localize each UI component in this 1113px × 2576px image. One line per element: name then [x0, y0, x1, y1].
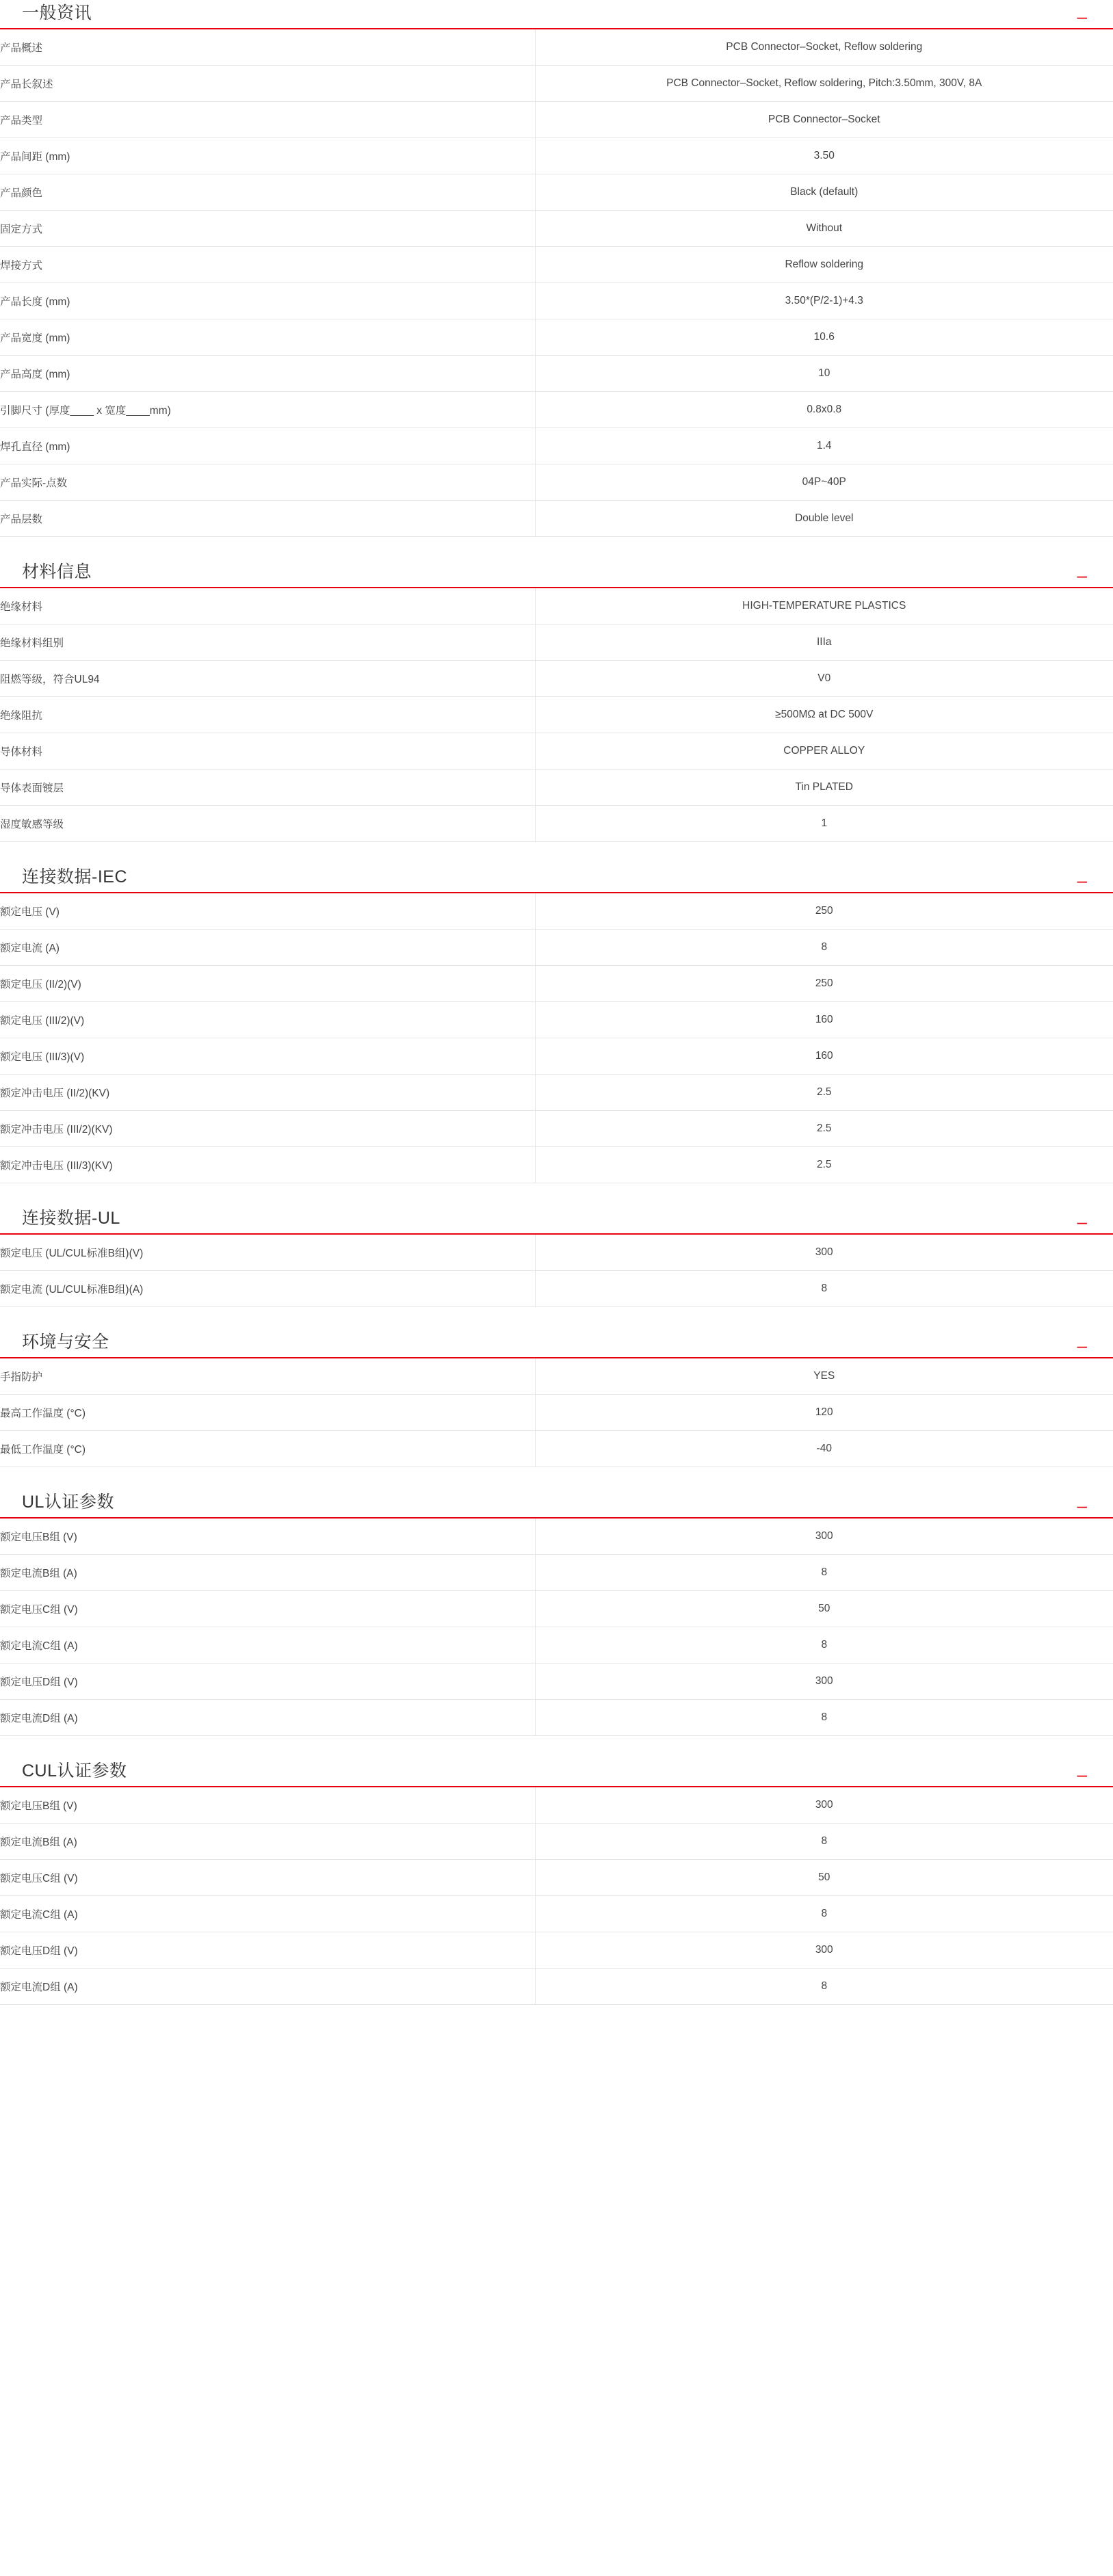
spec-value: 3.50 [813, 150, 835, 161]
table-row [0, 1519, 1113, 1555]
spec-label: 额定电流D组 (A) [0, 1969, 535, 2005]
collapse-minus-icon[interactable]: – [1077, 1495, 1087, 1516]
table-row [0, 1395, 1113, 1431]
spec-value: 250 [815, 977, 833, 989]
spec-label: 额定电压B组 (V) [0, 1519, 535, 1555]
spec-value: 300 [815, 1944, 833, 1956]
table-row [0, 1896, 1113, 1932]
spec-value: Double level [795, 512, 854, 524]
table-row [0, 319, 1113, 356]
spec-value: 300 [815, 1675, 833, 1687]
spec-value: PCB Connector–Socket, Reflow soldering [726, 41, 923, 53]
table-row [0, 1147, 1113, 1183]
section-header[interactable] [0, 0, 1113, 29]
table-row [0, 1111, 1113, 1147]
spec-label: 产品间距 (mm) [0, 138, 535, 174]
table-row [0, 893, 1113, 930]
spec-label: 额定电压 (II/2)(V) [0, 966, 535, 1002]
spec-label: 最高工作温度 (°C) [0, 1395, 535, 1431]
table-row [0, 966, 1113, 1002]
table-row [0, 770, 1113, 806]
table-row [0, 1431, 1113, 1467]
spec-label: 额定电压 (III/2)(V) [0, 1002, 535, 1038]
spec-label: 额定电流 (A) [0, 930, 535, 966]
section-title: 一般资讯 [22, 3, 92, 23]
spec-value: 120 [815, 1406, 833, 1418]
spec-value: 04P~40P [802, 476, 846, 488]
section-header[interactable] [0, 1332, 1113, 1358]
spec-label: 产品层数 [0, 501, 535, 537]
spec-label: 额定电压D组 (V) [0, 1932, 535, 1969]
spec-label: 导体材料 [0, 733, 535, 770]
collapse-minus-icon[interactable]: – [1077, 870, 1087, 891]
table-row [0, 1787, 1113, 1824]
spec-section [0, 562, 1113, 842]
table-row [0, 930, 1113, 966]
table-row [0, 247, 1113, 283]
spec-value: COPPER ALLOY [783, 745, 865, 757]
table-row [0, 1969, 1113, 2005]
table-row [0, 1591, 1113, 1627]
spec-label: 产品类型 [0, 102, 535, 138]
spec-label: 固定方式 [0, 211, 535, 247]
collapse-minus-icon[interactable]: – [1077, 1764, 1087, 1785]
spec-table [0, 1787, 1113, 2005]
table-row [0, 1271, 1113, 1307]
spec-label: 产品高度 (mm) [0, 356, 535, 392]
spec-label: 额定冲击电压 (III/2)(KV) [0, 1111, 535, 1147]
table-row [0, 625, 1113, 661]
spec-value: 8 [821, 1639, 828, 1651]
section-header[interactable] [0, 867, 1113, 893]
spec-section [0, 867, 1113, 1183]
table-row [0, 428, 1113, 464]
section-header[interactable] [0, 562, 1113, 588]
table-row [0, 356, 1113, 392]
spec-value: 50 [818, 1603, 830, 1614]
table-row [0, 661, 1113, 697]
spec-value: 10.6 [813, 331, 835, 343]
spec-value: V0 [817, 672, 831, 684]
spec-value: 2.5 [816, 1159, 832, 1170]
spec-value: 8 [821, 1566, 828, 1578]
spec-value: 300 [815, 1799, 833, 1811]
spec-label: 额定电压 (V) [0, 893, 535, 930]
table-row [0, 1358, 1113, 1395]
spec-label: 产品宽度 (mm) [0, 319, 535, 356]
spec-label: 引脚尺寸 (厚度____ x 宽度____mm) [0, 392, 535, 428]
table-row [0, 1038, 1113, 1075]
spec-value: 1.4 [816, 440, 832, 451]
spec-value: 160 [815, 1050, 833, 1062]
spec-value: 300 [815, 1530, 833, 1542]
spec-value: 8 [821, 1283, 828, 1294]
table-row [0, 1002, 1113, 1038]
spec-label: 额定电流D组 (A) [0, 1700, 535, 1736]
spec-value: 8 [821, 941, 828, 953]
spec-section [0, 1332, 1113, 1467]
spec-label: 导体表面镀层 [0, 770, 535, 806]
spec-value: IIIa [816, 636, 832, 648]
spec-value: 250 [815, 905, 833, 917]
spec-value: 300 [815, 1246, 833, 1258]
spec-value: 8 [821, 1835, 828, 1847]
spec-label: 额定冲击电压 (III/3)(KV) [0, 1147, 535, 1183]
section-header[interactable] [0, 1208, 1113, 1235]
table-row [0, 1627, 1113, 1664]
spec-section [0, 1761, 1113, 2005]
table-row [0, 174, 1113, 211]
spec-value: Tin PLATED [795, 781, 853, 793]
spec-label: 湿度敏感等级 [0, 806, 535, 842]
spec-label: 产品长叙述 [0, 66, 535, 102]
table-row [0, 1235, 1113, 1271]
table-row [0, 392, 1113, 428]
spec-section [0, 0, 1113, 537]
table-row [0, 283, 1113, 319]
collapse-minus-icon[interactable]: – [1077, 565, 1087, 586]
spec-value: 8 [821, 1908, 828, 1919]
table-row [0, 138, 1113, 174]
table-row [0, 464, 1113, 501]
table-row [0, 1555, 1113, 1591]
spec-value: 50 [818, 1871, 830, 1883]
spec-label: 额定电压 (UL/CUL标准B组)(V) [0, 1235, 535, 1271]
section-title: UL认证参数 [22, 1493, 114, 1512]
spec-label: 产品概述 [0, 29, 535, 66]
section-header[interactable] [0, 1761, 1113, 1787]
section-title: 材料信息 [22, 562, 92, 581]
spec-label: 绝缘材料 [0, 588, 535, 625]
table-row [0, 1664, 1113, 1700]
table-row [0, 501, 1113, 537]
spec-table [0, 893, 1113, 1183]
section-title: 连接数据-UL [22, 1209, 120, 1228]
spec-section [0, 1208, 1113, 1307]
table-row [0, 211, 1113, 247]
spec-value: Without [806, 222, 843, 234]
spec-value: -40 [816, 1443, 832, 1454]
spec-label: 手指防护 [0, 1358, 535, 1395]
table-row [0, 1932, 1113, 1969]
table-row [0, 1860, 1113, 1896]
spec-value: 1 [821, 817, 828, 829]
spec-label: 额定电压 (III/3)(V) [0, 1038, 535, 1075]
spec-table [0, 29, 1113, 537]
spec-value: 160 [815, 1014, 833, 1025]
collapse-minus-icon[interactable]: – [1077, 1211, 1087, 1232]
spec-value: 2.5 [816, 1086, 832, 1098]
spec-label: 产品实际-点数 [0, 464, 535, 501]
table-row [0, 1700, 1113, 1736]
spec-label: 绝缘阻抗 [0, 697, 535, 733]
table-row [0, 1824, 1113, 1860]
spec-label: 额定冲击电压 (II/2)(KV) [0, 1075, 535, 1111]
spec-label: 额定电压C组 (V) [0, 1860, 535, 1896]
table-row [0, 1075, 1113, 1111]
spec-label: 额定电流C组 (A) [0, 1896, 535, 1932]
spec-table [0, 1358, 1113, 1467]
spec-label: 绝缘材料组别 [0, 625, 535, 661]
spec-value: 8 [821, 1980, 828, 1992]
spec-table [0, 1235, 1113, 1307]
section-title: 环境与安全 [22, 1332, 109, 1352]
section-header[interactable] [0, 1492, 1113, 1519]
spec-label: 产品长度 (mm) [0, 283, 535, 319]
table-row [0, 102, 1113, 138]
table-row [0, 29, 1113, 66]
spec-value: 0.8x0.8 [807, 404, 842, 415]
spec-label: 额定电流 (UL/CUL标准B组)(A) [0, 1271, 535, 1307]
spec-label: 阻燃等级，符合UL94 [0, 661, 535, 697]
spec-label: 产品颜色 [0, 174, 535, 211]
table-row [0, 66, 1113, 102]
spec-label: 额定电压B组 (V) [0, 1787, 535, 1824]
spec-value: 3.50*(P/2-1)+4.3 [785, 295, 863, 306]
spec-label: 额定电流B组 (A) [0, 1555, 535, 1591]
spec-label: 额定电流C组 (A) [0, 1627, 535, 1664]
table-row [0, 588, 1113, 625]
spec-label: 额定电压C组 (V) [0, 1591, 535, 1627]
collapse-minus-icon[interactable]: – [1077, 1335, 1087, 1356]
section-title: CUL认证参数 [22, 1761, 127, 1780]
spec-label: 焊孔直径 (mm) [0, 428, 535, 464]
spec-section [0, 1492, 1113, 1736]
spec-value: 10 [818, 367, 830, 379]
spec-value: PCB Connector–Socket [768, 114, 880, 125]
section-title: 连接数据-IEC [22, 867, 128, 886]
spec-value: Black (default) [790, 186, 859, 198]
spec-label: 额定电流B组 (A) [0, 1824, 535, 1860]
spec-table [0, 588, 1113, 842]
table-row [0, 733, 1113, 770]
spec-value: Reflow soldering [785, 259, 864, 270]
collapse-minus-icon[interactable]: – [1077, 6, 1087, 27]
spec-value: HIGH-TEMPERATURE PLASTICS [742, 600, 906, 612]
table-row [0, 697, 1113, 733]
spec-value: 2.5 [816, 1122, 832, 1134]
spec-label: 焊接方式 [0, 247, 535, 283]
spec-value: ≥500MΩ at DC 500V [775, 709, 874, 720]
spec-value: YES [813, 1370, 835, 1382]
spec-label: 最低工作温度 (°C) [0, 1431, 535, 1467]
spec-table [0, 1519, 1113, 1736]
spec-value: 8 [821, 1711, 828, 1723]
spec-value: PCB Connector–Socket, Reflow soldering, Pitch:3.50mm, 300V, 8A [666, 77, 982, 89]
table-row [0, 806, 1113, 842]
spec-label: 额定电压D组 (V) [0, 1664, 535, 1700]
